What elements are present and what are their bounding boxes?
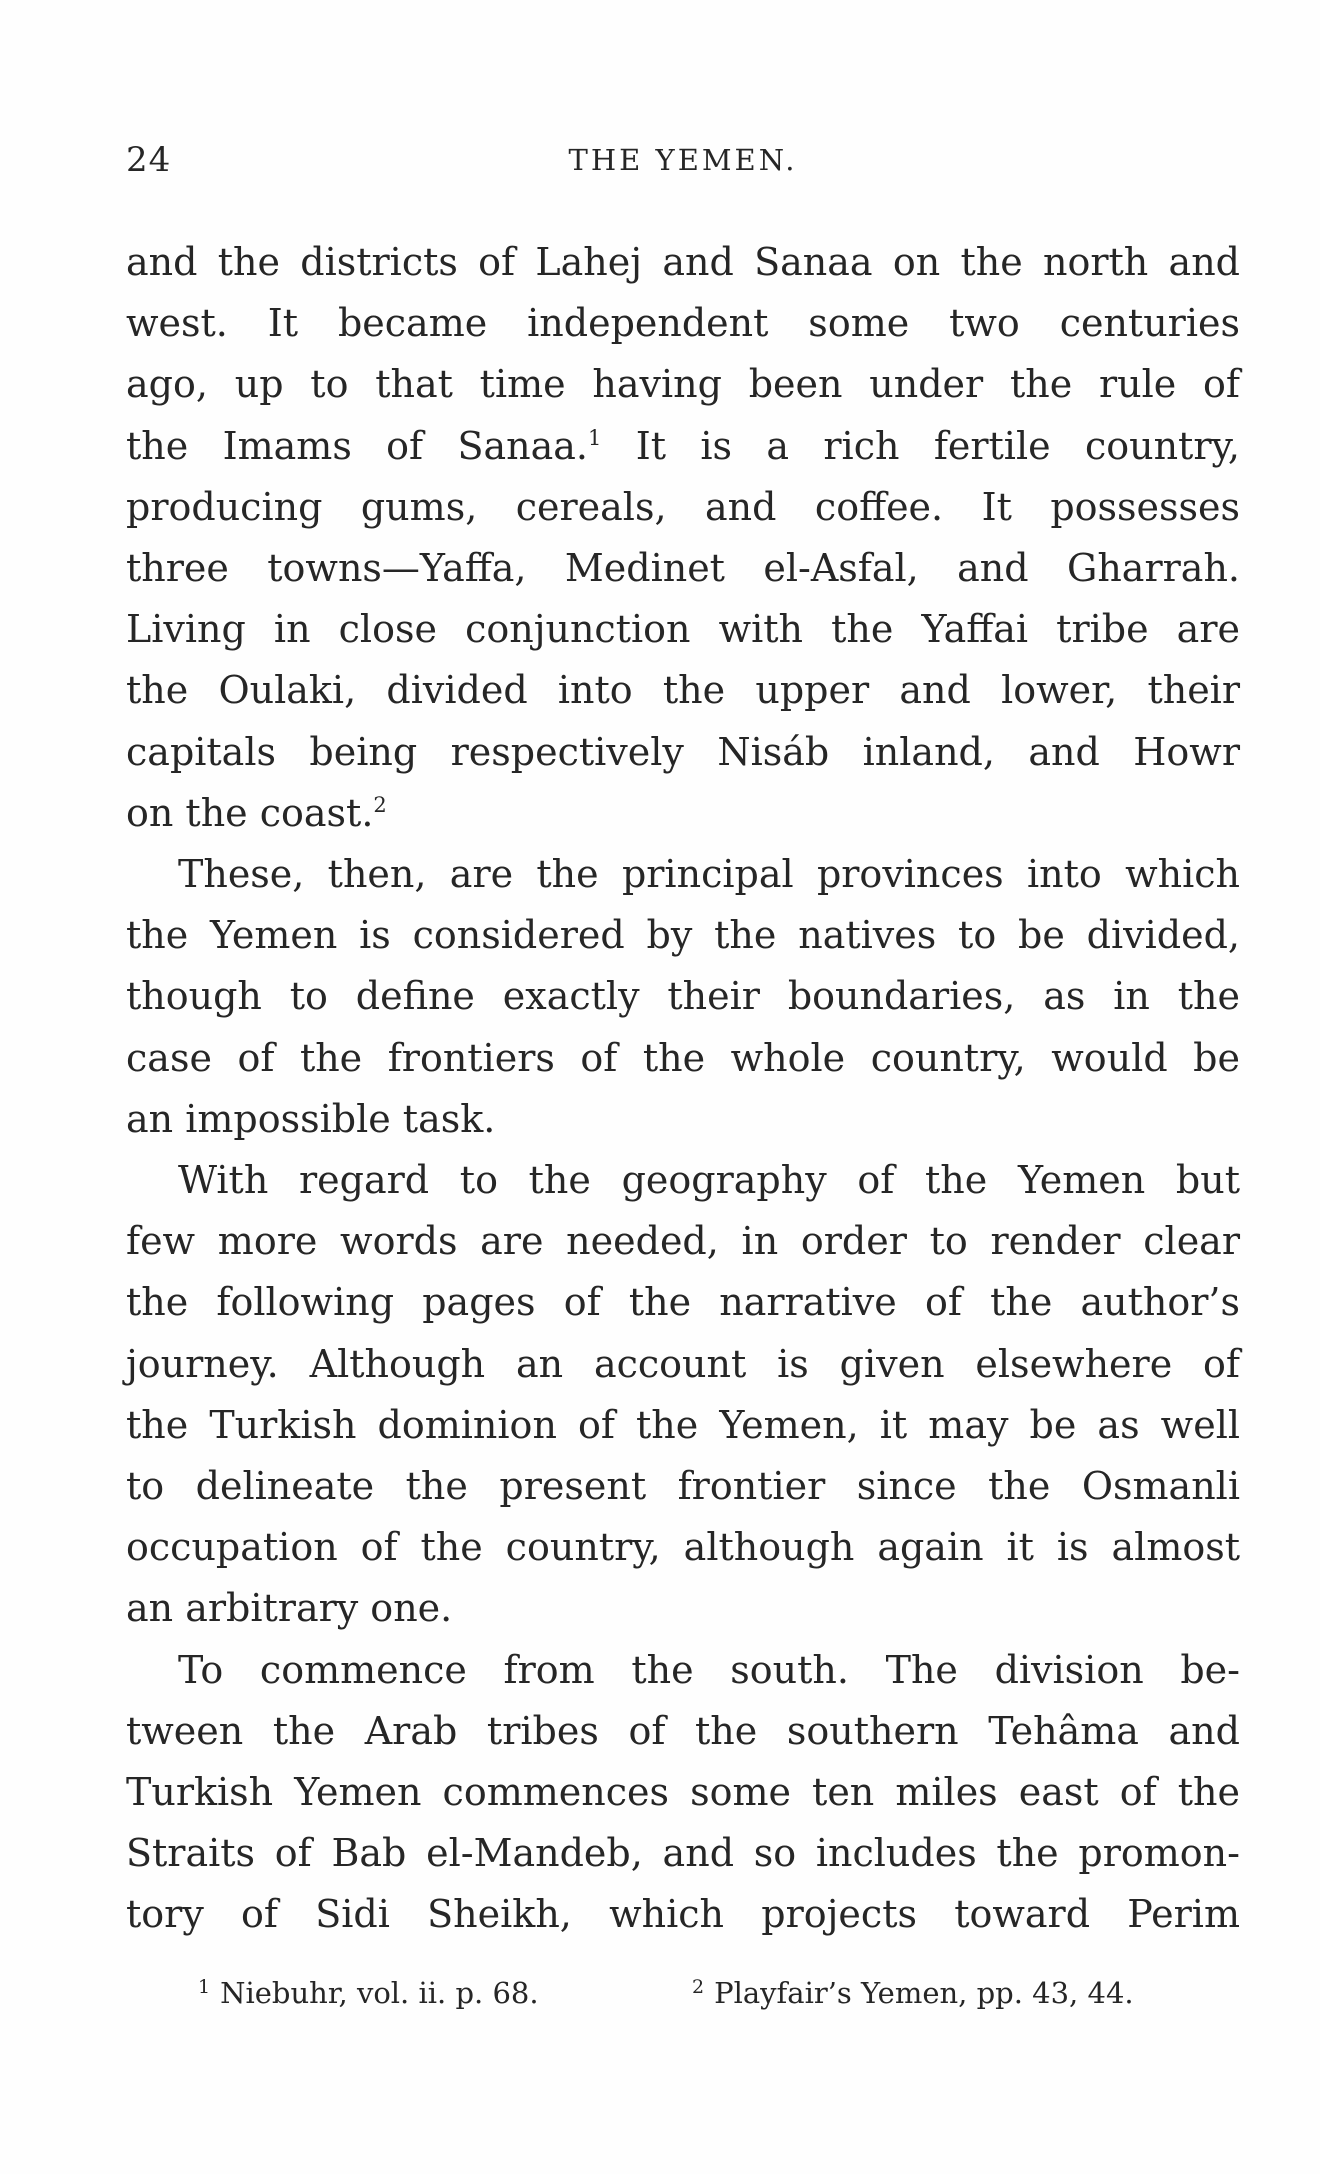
page-header xyxy=(126,138,1240,182)
text-fragment: the Imams of Sanaa. xyxy=(126,423,589,468)
text-line: and the districts of Lahej and Sanaa on the north and xyxy=(126,240,1240,284)
text-line: To commence from the south. The division be- xyxy=(178,1647,1240,1692)
text-line: the Turkish dominion of the Yemen, it may be as well xyxy=(126,1402,1240,1447)
text-line: Turkish Yemen commences some ten miles east of the xyxy=(126,1770,1240,1815)
text-line: the following pages of the narrative of the author’s xyxy=(126,1280,1240,1325)
page-number: 24 xyxy=(126,140,172,180)
footnote-text: Niebuhr, vol. ii. p. 68. xyxy=(220,1976,539,2010)
text-line: journey. Although an account is given elsewhere of xyxy=(126,1341,1240,1386)
body-text xyxy=(126,232,1240,1946)
text-line: occupation of the country, although again it is almost xyxy=(126,1525,1240,1570)
text-fragment: on the coast. xyxy=(126,790,374,835)
text-line: Straits of Bab el-Mandeb, and so includes the promon- xyxy=(126,1831,1240,1876)
text-line: Living in close conjunction with the Yaffai tribe are xyxy=(126,607,1240,652)
text-line: to delineate the present frontier since the Osmanli xyxy=(126,1464,1240,1509)
text-line: the Oulaki, divided into the upper and lower, their xyxy=(126,668,1240,713)
text-line: an arbitrary one. xyxy=(126,1586,453,1631)
paragraph-3 xyxy=(126,1150,1240,1640)
footnote-text: Playfair’s Yemen, pp. 43, 44. xyxy=(714,1976,1134,2010)
text-line: few more words are needed, in order to render clear xyxy=(126,1219,1240,1264)
text-line: capitals being respectively Nisáb inland, and Howr xyxy=(126,729,1240,774)
text-fragment: It is a rich fertile country, xyxy=(601,423,1240,468)
text-line: With regard to the geography of the Yemen but xyxy=(178,1158,1240,1203)
text-line: These, then, are the principal provinces into which xyxy=(178,852,1240,897)
text-line-with-footnote xyxy=(126,783,1240,844)
text-line: though to define exactly their boundaries, as in the xyxy=(126,974,1240,1019)
footnote-marker-1: 1 xyxy=(588,425,602,450)
text-line: three towns—Yaffa, Medinet el-Asfal, and Gharrah. xyxy=(126,546,1240,591)
text-line: west. It became independent some two centuries xyxy=(126,301,1240,346)
text-line-with-footnote xyxy=(126,416,1240,477)
paragraph-2 xyxy=(126,844,1240,1150)
text-line: producing gums, cereals, and coffee. It possesses xyxy=(126,484,1240,529)
footnotes xyxy=(126,1968,1240,2018)
footnote-marker-2: 2 xyxy=(373,792,387,817)
text-line: an impossible task. xyxy=(126,1096,496,1141)
running-title: THE YEMEN. xyxy=(568,143,798,177)
paragraph-1 xyxy=(126,232,1240,844)
footnote-mark: 1 xyxy=(198,1976,211,1998)
text-line: the Yemen is considered by the natives to be divided, xyxy=(126,913,1240,958)
text-line: ago, up to that time having been under the rule of xyxy=(126,362,1240,407)
text-line: tween the Arab tribes of the southern Tehâma and xyxy=(126,1708,1240,1753)
text-line: tory of Sidi Sheikh, which projects toward Perim xyxy=(126,1892,1240,1937)
text-line: case of the frontiers of the whole country, would be xyxy=(126,1035,1240,1080)
footnote-mark: 2 xyxy=(692,1976,705,1998)
paragraph-4 xyxy=(126,1640,1240,1946)
footnote-2 xyxy=(692,1968,1134,2018)
footnote-1 xyxy=(198,1968,539,2018)
